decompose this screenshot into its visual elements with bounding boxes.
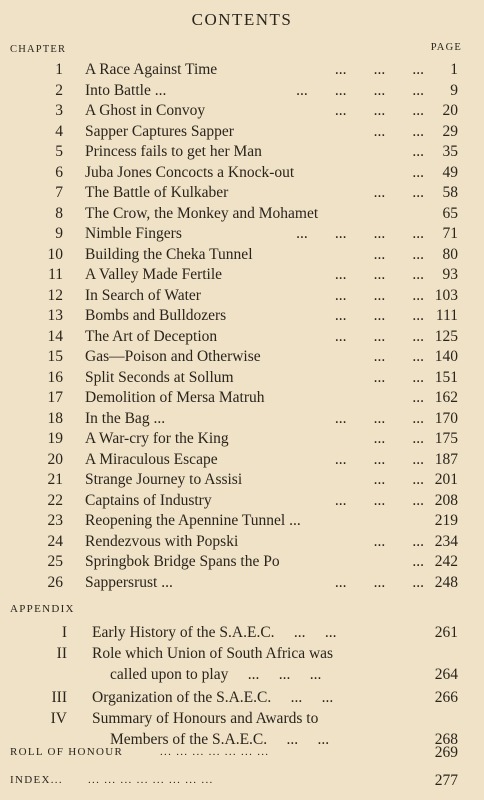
chapter-title: Into Battle ...	[85, 81, 167, 99]
chapter-page: 71	[442, 225, 458, 242]
chapter-row	[0, 532, 484, 552]
appendix-title-line1: Early History of the S.A.E.C. ... ...	[92, 624, 337, 641]
chapter-number: 18	[47, 409, 63, 427]
chapter-row	[0, 245, 484, 265]
chapter-dots: ... ... ...	[334, 266, 424, 283]
chapter-dots: ... ... ... ...	[296, 81, 424, 99]
chapter-dots: ... ... ...	[334, 307, 424, 324]
chapter-dots: ... ... ...	[334, 102, 424, 119]
chapter-title: The Art of Deception	[85, 327, 218, 345]
chapter-page: 35	[442, 143, 458, 160]
chapter-number: 25	[47, 553, 63, 570]
chapter-number: 2	[55, 81, 63, 99]
chapter-number: 9	[55, 225, 63, 242]
chapter-number: 13	[47, 307, 63, 324]
chapter-row	[0, 101, 484, 121]
chapter-dots: ... ...	[373, 430, 424, 447]
chapter-title: Princess fails to get her Man	[85, 143, 262, 160]
chapter-page: 93	[442, 266, 458, 283]
chapter-title: Reopening the Apennine Tunnel ...	[85, 512, 301, 529]
chapter-number: 21	[47, 471, 63, 488]
appendix-title-line1: Summary of Honours and Awards to	[92, 710, 319, 727]
chapter-row	[0, 286, 484, 306]
chapter-dots: ...	[412, 143, 424, 160]
chapter-title: Building the Cheka Tunnel	[85, 245, 253, 263]
chapter-title: In Search of Water	[85, 286, 201, 304]
chapter-row	[0, 163, 484, 183]
chapter-page: 29	[442, 122, 458, 140]
chapter-title: Juba Jones Concocts a Knock-out	[85, 163, 295, 181]
chapter-page: 65	[442, 204, 458, 222]
chapter-page: 162	[434, 389, 458, 406]
chapter-row	[0, 388, 484, 408]
chapter-dots: ... ... ...	[334, 327, 424, 345]
chapter-page: 9	[450, 81, 458, 99]
chapter-row	[0, 183, 484, 203]
chapter-title: Gas—Poison and Otherwise	[85, 348, 261, 365]
chapter-dots: ... ... ... ...	[296, 225, 424, 242]
chapter-number: 14	[47, 327, 63, 345]
chapter-page: 58	[442, 184, 458, 201]
chapter-number: 19	[47, 430, 63, 447]
chapter-dots: ... ...	[373, 245, 424, 263]
chapter-row	[0, 511, 484, 531]
chapter-number: 6	[55, 163, 63, 181]
chapter-title: A Race Against Time	[85, 61, 218, 78]
chapter-page: 170	[434, 409, 458, 427]
chapter-title: In the Bag ...	[85, 409, 166, 427]
chapter-number: 8	[55, 204, 63, 222]
chapter-page: 49	[442, 163, 458, 181]
chapter-dots: ... ...	[373, 122, 424, 140]
chapter-title: A Ghost in Convoy	[85, 102, 206, 119]
appendix-title-line1: Organization of the S.A.E.C. ... ...	[92, 689, 334, 706]
chapter-dots: ...	[412, 389, 424, 406]
appendix-page: 268	[434, 731, 458, 748]
chapter-row	[0, 81, 484, 101]
roll-of-honour-dots: ... ... ... ... ... ... ...	[160, 746, 270, 758]
chapter-title: Sappersrust ...	[85, 573, 173, 591]
chapter-dots: ... ...	[373, 348, 424, 365]
chapter-page: 242	[434, 553, 458, 570]
chapter-page: 248	[434, 573, 458, 591]
chapter-row	[0, 204, 484, 224]
chapter-number: 20	[47, 450, 63, 468]
chapter-page: 151	[434, 368, 458, 386]
index-dots: ... ... ... ... ... ... ... ...	[88, 774, 214, 786]
chapter-page: 1	[450, 61, 458, 78]
appendix-page: 266	[434, 689, 458, 706]
chapter-header: CHAPTER	[10, 44, 67, 55]
appendix-number: IV	[50, 710, 67, 727]
appendix-title-line1: Role which Union of South Africa was	[92, 645, 334, 662]
chapter-number: 11	[48, 266, 63, 283]
chapter-title: Nimble Fingers	[85, 225, 182, 242]
index-label: INDEX...	[10, 774, 63, 786]
chapter-number: 4	[55, 122, 63, 140]
chapter-dots: ... ... ...	[334, 286, 424, 304]
roll-of-honour-label: ROLL OF HONOUR	[10, 746, 124, 758]
chapter-title: A War-cry for the King	[85, 430, 229, 447]
chapter-number: 24	[47, 532, 63, 550]
chapter-title: Bombs and Bulldozers	[85, 307, 227, 324]
appendix-header: APPENDIX	[10, 603, 75, 615]
chapter-row	[0, 142, 484, 162]
chapter-title: Captains of Industry	[85, 491, 212, 509]
chapter-dots: ... ... ...	[334, 450, 424, 468]
chapter-dots: ... ...	[373, 532, 424, 550]
chapter-row	[0, 573, 484, 593]
chapter-number: 23	[47, 512, 63, 529]
chapter-page: 140	[434, 348, 458, 365]
chapter-page: 125	[434, 327, 458, 345]
contents-title: CONTENTS	[191, 10, 293, 29]
page-header: PAGE	[430, 42, 462, 53]
chapter-title: A Valley Made Fertile	[85, 266, 223, 283]
chapter-row	[0, 491, 484, 511]
chapter-row	[0, 327, 484, 347]
chapter-number: 3	[55, 102, 63, 119]
chapter-title: Springbok Bridge Spans the Po	[85, 553, 280, 570]
chapter-row	[0, 60, 484, 80]
chapter-title: Rendezvous with Popski	[85, 532, 239, 550]
chapter-number: 26	[47, 573, 63, 591]
chapter-dots: ...	[412, 553, 424, 570]
chapter-number: 1	[55, 61, 63, 78]
roll-of-honour-page: 269	[434, 744, 458, 761]
chapter-row	[0, 368, 484, 388]
appendix-title-line2: Members of the S.A.E.C. ... ...	[110, 731, 330, 748]
chapter-row	[0, 224, 484, 244]
chapter-title: A Miraculous Escape	[85, 450, 218, 468]
chapter-row	[0, 450, 484, 470]
chapter-row	[0, 429, 484, 449]
chapter-row	[0, 347, 484, 367]
chapter-dots: ... ...	[373, 471, 424, 488]
index-page: 277	[434, 772, 458, 789]
chapter-page: 219	[434, 512, 458, 529]
chapter-dots: ... ...	[373, 184, 424, 201]
chapter-number: 16	[47, 368, 63, 386]
chapter-row	[0, 552, 484, 572]
chapter-number: 5	[55, 143, 63, 160]
chapter-row	[0, 265, 484, 285]
chapter-number: 10	[47, 245, 63, 263]
chapter-title: Strange Journey to Assisi	[85, 471, 243, 488]
chapter-page: 20	[442, 102, 458, 119]
chapter-dots: ... ...	[373, 368, 424, 386]
appendix-number: III	[51, 689, 67, 706]
chapter-page: 80	[442, 245, 458, 263]
chapter-number: 7	[55, 184, 63, 201]
chapter-page: 201	[434, 471, 458, 488]
chapter-dots: ... ... ...	[334, 491, 424, 509]
chapter-title: Demolition of Mersa Matruh	[85, 389, 265, 406]
chapter-number: 12	[47, 286, 63, 304]
chapter-title: The Battle of Kulkaber	[85, 184, 229, 201]
chapter-dots: ...	[412, 163, 424, 181]
chapter-number: 15	[47, 348, 63, 365]
appendix-number: I	[61, 624, 67, 641]
chapter-page: 208	[434, 491, 458, 509]
chapter-row	[0, 409, 484, 429]
chapter-dots: ... ... ...	[334, 61, 424, 78]
chapter-page: 234	[434, 532, 458, 550]
appendix-page: 261	[434, 624, 458, 641]
chapter-number: 17	[47, 389, 63, 406]
chapter-title: Sapper Captures Sapper	[85, 122, 234, 140]
chapter-title: Split Seconds at Sollum	[85, 368, 234, 386]
chapter-page: 111	[435, 307, 458, 324]
chapter-row	[0, 306, 484, 326]
chapter-title: The Crow, the Monkey and Mohamet	[85, 204, 319, 222]
chapter-dots: ... ... ...	[334, 573, 424, 591]
chapter-page: 103	[434, 286, 458, 304]
appendix-page: 264	[434, 666, 458, 683]
chapter-page: 175	[434, 430, 458, 447]
chapter-row	[0, 470, 484, 490]
chapter-row	[0, 122, 484, 142]
appendix-number: II	[56, 645, 67, 662]
chapter-dots: ... ... ...	[334, 409, 424, 427]
chapter-number: 22	[47, 491, 63, 509]
appendix-title-line2: called upon to play ... ... ...	[110, 666, 322, 683]
chapter-page: 187	[434, 450, 458, 468]
